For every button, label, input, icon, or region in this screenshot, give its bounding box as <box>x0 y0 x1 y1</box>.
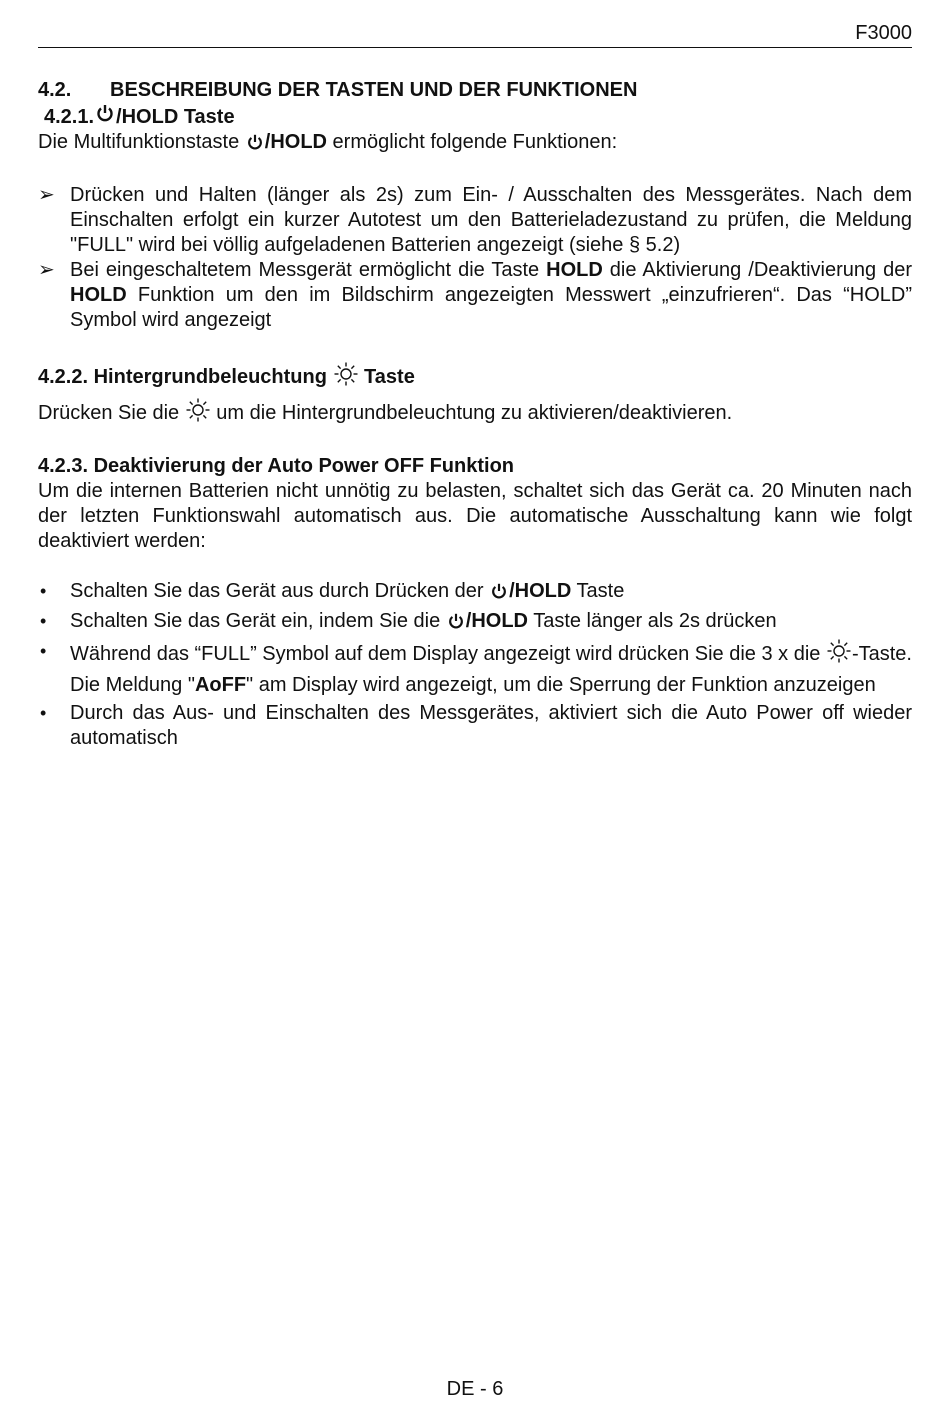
power-icon <box>447 612 465 637</box>
list-item-text: Drücken und Halten (länger als 2s) zum Ein- / Ausschalten des Messgerätes. Nach dem Einschalten erfolgt ein kurzer Autotest um den Batterieladezustand zu prüfen, die Meldung "FULL" wird bei völlig aufgeladenen Batterien angezeigt (siehe § 5.2) <box>70 184 912 256</box>
document-body <box>38 78 912 753</box>
bullet-icon: • <box>40 581 47 601</box>
text: Drücken Sie die <box>38 402 185 424</box>
section-heading <box>38 78 912 103</box>
page-number: DE - 6 <box>446 1378 504 1400</box>
subsection-heading-4-2-2 <box>38 362 912 393</box>
subsection-number: 4.2.2. <box>38 366 89 388</box>
power-icon <box>95 103 115 130</box>
subsection-number: 4.2.1. <box>44 106 95 128</box>
bullet-icon: • <box>40 703 47 723</box>
power-icon <box>490 582 508 607</box>
list-item <box>38 579 912 607</box>
backlight-sun-icon <box>186 398 210 429</box>
subsection-title-suffix: Taste <box>358 366 415 388</box>
subsection-number: 4.2.3. <box>38 455 89 477</box>
list-item <box>38 258 912 333</box>
bold-text: /HOLD <box>264 131 327 153</box>
backlight-sun-icon <box>334 362 358 393</box>
list-item <box>38 609 912 637</box>
section-number: 4.2. <box>38 79 72 101</box>
list-item-text: Bei eingeschaltetem Messgerät ermöglicht die Taste HOLD die Aktivierung /Deaktivierung der HOLD Funktion um den im Bildschirm angezeigten Messwert „einzufrieren“. Das “HOLD” Symbol wird angezeigt <box>70 259 912 331</box>
bullet-icon: • <box>40 641 47 661</box>
list-item-text: Schalten Sie das Gerät ein, indem Sie die /HOLD Taste länger als 2s drücken <box>70 609 912 637</box>
list-item <box>38 183 912 258</box>
subsection-title: Hintergrundbeleuchtung <box>93 366 333 388</box>
subsection-heading-4-2-3 <box>38 454 912 479</box>
header-rule <box>38 47 912 48</box>
arrow-bullet-icon: ➢ <box>38 184 55 206</box>
paragraph-intro <box>38 130 912 158</box>
text: um die Hintergrundbeleuchtung zu aktivieren/deaktivieren. <box>210 402 733 424</box>
list-item <box>38 701 912 751</box>
section-title: BESCHREIBUNG DER TASTEN UND DER FUNKTIONEN <box>110 79 638 101</box>
subsection-title: Deaktivierung der Auto Power OFF Funktion <box>93 455 515 477</box>
header-model: F3000 <box>855 22 912 44</box>
list-item-text: Durch das Aus- und Einschalten des Messgerätes, aktiviert sich die Auto Power off wieder automatisch <box>70 702 912 749</box>
paragraph-backlight <box>38 398 912 429</box>
list-item-text: Während das “FULL” Symbol auf dem Display angezeigt wird drücken Sie die 3 x die -Taste. Die Meldung "AoFF" am Display wird angezeigt, um die Sperrung der Funktion anzuzeigen <box>70 639 912 699</box>
list-item <box>38 639 912 699</box>
list-item-text: Schalten Sie das Gerät aus durch Drücken der /HOLD Taste <box>70 579 912 607</box>
text: ermöglicht folgende Funktionen: <box>326 131 618 153</box>
subsection-title: /HOLD Taste <box>116 106 235 128</box>
arrow-bullet-icon: ➢ <box>38 259 55 281</box>
paragraph-auto-power-off: Um die internen Batterien nicht unnötig zu belasten, schaltet sich das Gerät ca. 20 Minuten nach der letzten Funktionswahl automatisch aus. Die automatische Ausschaltung kann wie folgt deaktiviert werden: <box>38 480 912 552</box>
text: Die Multifunktionstaste <box>38 131 245 153</box>
power-icon <box>246 133 264 158</box>
backlight-sun-icon <box>827 639 851 671</box>
bullet-icon: • <box>40 611 47 631</box>
subsection-heading-4-2-1 <box>38 103 912 130</box>
